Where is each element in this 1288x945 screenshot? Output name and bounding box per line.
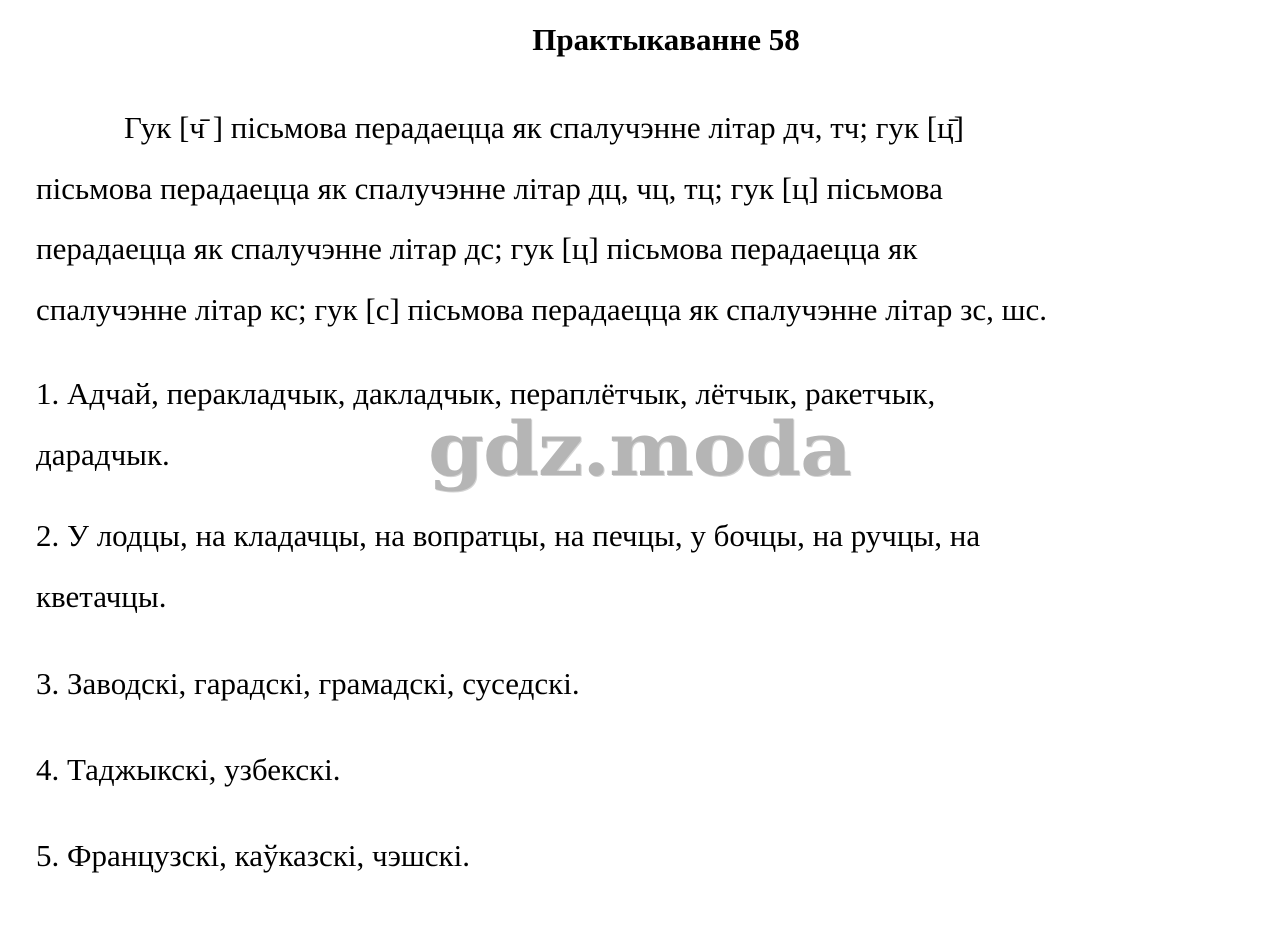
answer-line: 1. Адчай, перакладчык, дакладчык, пераплётчык, лётчык, ракетчык, [36,376,936,411]
page-title: Практыкаванне 58 [532,22,800,57]
intro-line: перадаецца як спалучэнне літар дс; гук [ц] пісьмова перадаецца як [36,231,918,266]
answer-line: кветачцы. [36,578,167,614]
intro-line: Гук [ч̄ ] пісьмова перадаецца як спалучэнне літар дч, тч; гук [ц̄] [124,110,964,145]
watermark-logo: gdz.moda [428,406,851,493]
answer-item-3 [36,654,1236,715]
answer-item-1 [36,364,1236,485]
answer-line: 4. Таджыкскі, узбекскі. [36,752,341,787]
answer-line: 3. Заводскі, гарадскі, грамадскі, суседскі. [36,666,580,701]
answer-item-2 [36,506,1236,627]
intro-line: спалучэнне літар кс; гук [с] пісьмова перадаецца як спалучэнне літар зс, шс. [36,291,1047,327]
intro-line: пісьмова перадаецца як спалучэнне літар дц, чц, тц; гук [ц] пісьмова [36,170,943,206]
answer-line: дарадчык. [36,436,170,472]
answer-item-4 [36,740,1236,801]
answer-line: 5. Французскі, каўказскі, чэшскі. [36,838,470,873]
intro-paragraph [36,98,1236,340]
answer-item-5 [36,826,1236,887]
answer-line: 2. У лодцы, на кладачцы, на вопратцы, на печцы, у бочцы, на ручцы, на [36,518,981,553]
